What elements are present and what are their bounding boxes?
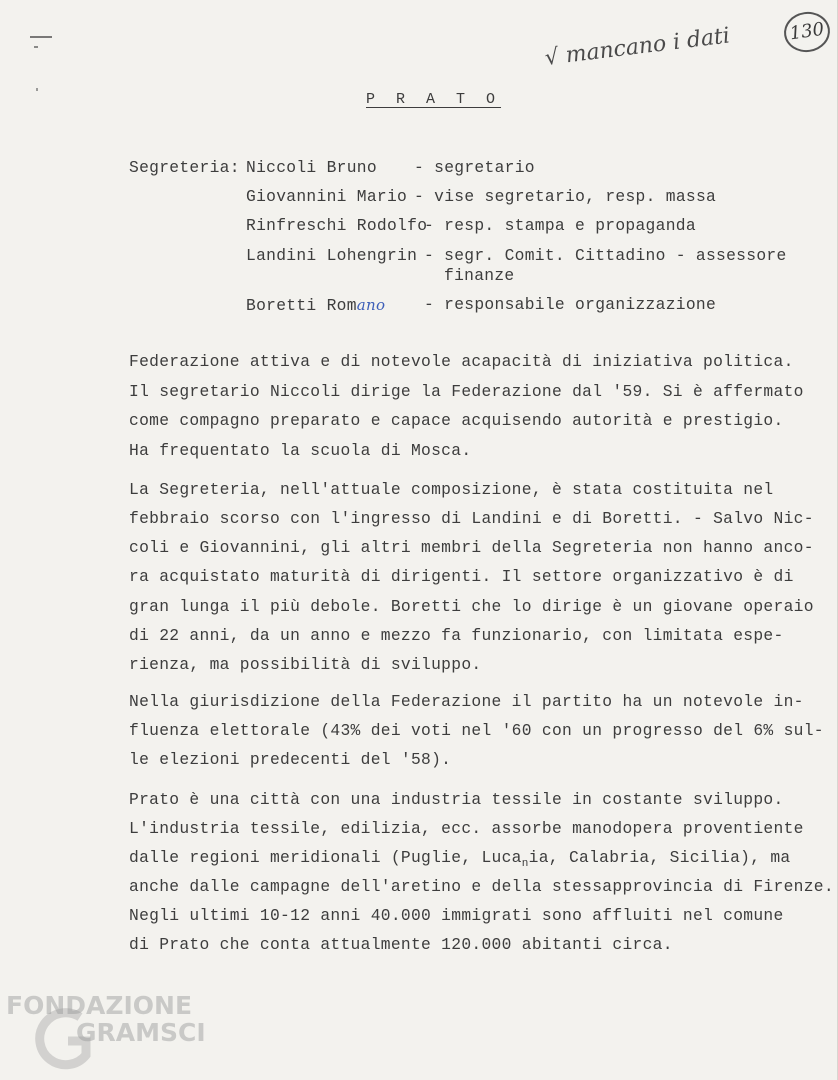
- paragraph-line: anche dalle campagne dell'aretino e della stessapprovincia di Firenze.: [129, 877, 834, 896]
- member-role-continued: finanze: [444, 266, 515, 285]
- member-name-handwritten: ano: [356, 296, 386, 314]
- paragraph-line-part: ia, Calabria, Sicilia), ma: [528, 848, 791, 867]
- watermark-line1: FONDAZIONE: [6, 991, 193, 1020]
- paragraph-line: [129, 848, 791, 870]
- member-role: - segr. Comit. Cittadino - assessore: [424, 246, 787, 265]
- paragraph-line: come compagno preparato e capace acquisendo autorità e prestigio.: [129, 411, 784, 430]
- scan-mark: [30, 36, 52, 38]
- member-name-typed: Boretti Rom: [246, 296, 357, 315]
- segreteria-label: Segreteria:: [129, 158, 240, 177]
- paragraph-line: L'industria tessile, edilizia, ecc. assorbe manodopera proventiente: [129, 819, 804, 838]
- paragraph-line: gran lunga il più debole. Boretti che lo dirige è un giovane operaio: [129, 597, 814, 616]
- member-name: Rinfreschi Rodolfo: [246, 216, 428, 235]
- member-role: - resp. stampa e propaganda: [424, 216, 696, 235]
- member-role: - vise segretario, resp. massa: [414, 187, 717, 206]
- paragraph-line: Federazione attiva e di notevole acapacità di iniziativa politica.: [129, 352, 794, 371]
- member-name: [246, 295, 385, 316]
- fondazione-gramsci-watermark: [2, 985, 212, 1075]
- member-name: Giovannini Mario: [246, 187, 408, 206]
- document-title: P R A T O: [366, 91, 502, 108]
- handwritten-note: √ mancano i dati: [543, 23, 732, 71]
- paragraph-line: Prato è una città con una industria tessile in costante sviluppo.: [129, 790, 784, 809]
- paragraph-line: febbraio scorso con l'ingresso di Landini e di Boretti. - Salvo Nic-: [129, 509, 814, 528]
- paragraph-line: le elezioni predecenti del '58).: [129, 750, 452, 769]
- scan-mark: [36, 88, 38, 91]
- page-number: 130: [788, 18, 826, 45]
- member-name: Niccoli Bruno: [246, 158, 377, 177]
- paragraph-line: coli e Giovannini, gli altri membri della Segreteria non hanno anco-: [129, 538, 814, 557]
- paragraph-line: ra acquistato maturità di dirigenti. Il settore organizzativo è di: [129, 567, 794, 586]
- member-name: Landini Lohengrin: [246, 246, 418, 265]
- paragraph-line-part: dalle regioni meridionali (Puglie, Luca: [129, 848, 522, 867]
- paragraph-line-subscript: n: [521, 858, 529, 870]
- paragraph-line: Negli ultimi 10-12 anni 40.000 immigrati sono affluiti nel comune: [129, 906, 784, 925]
- paragraph-line: Il segretario Niccoli dirige la Federazione dal '59. Si è affermato: [129, 382, 804, 401]
- paragraph-line: La Segreteria, nell'attuale composizione, è stata costituita nel: [129, 480, 774, 499]
- watermark-line2: GRAMSCI: [76, 1018, 206, 1047]
- paragraph-line: fluenza elettorale (43% dei voti nel '60 con un progresso del 6% sul-: [129, 721, 824, 740]
- paragraph-line: di 22 anni, da un anno e mezzo fa funzionario, con limitata espe-: [129, 626, 784, 645]
- paragraph-line: di Prato che conta attualmente 120.000 abitanti circa.: [129, 935, 673, 954]
- member-role: - segretario: [414, 158, 535, 177]
- paragraph-line: rienza, ma possibilità di sviluppo.: [129, 655, 482, 674]
- scan-mark: [34, 46, 38, 48]
- paragraph-line: Nella giurisdizione della Federazione il partito ha un notevole in-: [129, 692, 804, 711]
- member-role: - responsabile organizzazione: [424, 295, 717, 314]
- paragraph-line: Ha frequentato la scuola di Mosca.: [129, 441, 472, 460]
